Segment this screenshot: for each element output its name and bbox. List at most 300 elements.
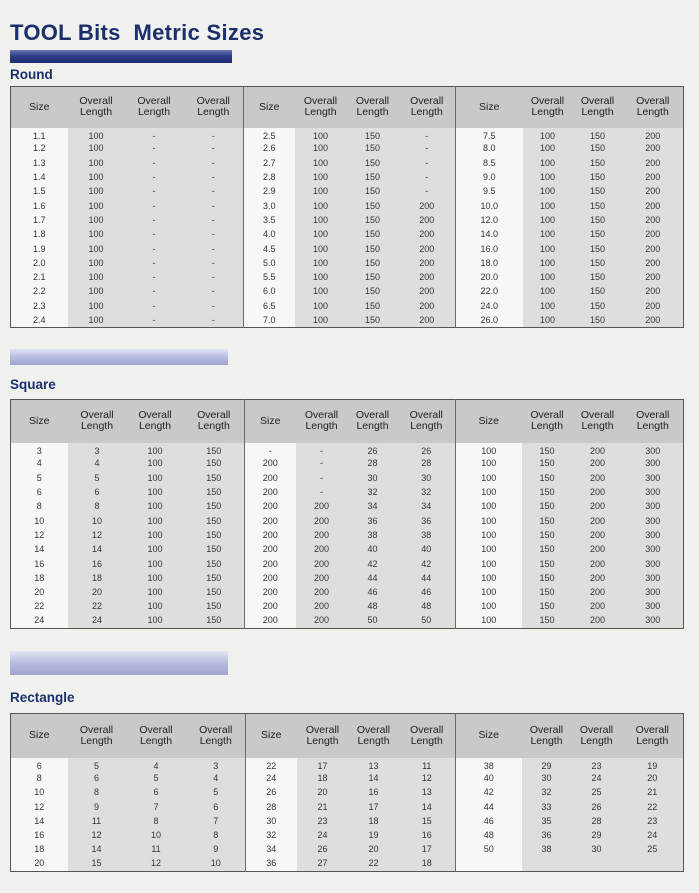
- length-cell: 24: [297, 828, 349, 842]
- length-cell: 16: [399, 828, 456, 842]
- length-cell: 100: [68, 142, 125, 156]
- size-cell: 24: [34, 615, 45, 626]
- size-cell: 100: [456, 514, 522, 528]
- length-cell: 150: [573, 285, 623, 299]
- table-row: [11, 543, 684, 557]
- length-cell: 200: [573, 557, 623, 571]
- length-cell: 200: [296, 571, 348, 585]
- length-cell: 10: [126, 828, 187, 842]
- table-row: [11, 485, 684, 499]
- length-cell: -: [125, 185, 184, 199]
- table-row: [11, 185, 684, 199]
- length-cell: 24: [68, 614, 127, 628]
- length-cell: 100: [68, 185, 125, 199]
- length-cell: 4: [187, 772, 246, 786]
- size-cell: 46: [456, 814, 522, 828]
- length-cell: -: [296, 471, 348, 485]
- size-cell: 48: [456, 828, 522, 842]
- size-cell: 10: [34, 515, 45, 526]
- length-cell: 200: [573, 600, 623, 614]
- length-cell: 100: [523, 156, 573, 170]
- length-cell: 20: [622, 772, 684, 786]
- header-size: Size: [456, 87, 523, 128]
- length-cell: 100: [523, 128, 573, 142]
- length-cell: -: [125, 199, 184, 213]
- header-overall-length: Overall Length: [184, 87, 244, 128]
- length-cell: 28: [572, 814, 622, 828]
- header-overall-length: Overall Length: [523, 87, 573, 128]
- header-overall-length: Overall Length: [68, 87, 125, 128]
- length-cell: 150: [347, 299, 399, 313]
- length-cell: 8: [68, 500, 127, 514]
- length-cell: 100: [68, 285, 125, 299]
- length-cell: 100: [523, 299, 573, 313]
- length-cell: 34: [398, 500, 456, 514]
- length-cell: 300: [623, 471, 684, 485]
- length-cell: 100: [523, 213, 573, 227]
- length-cell: 300: [623, 485, 684, 499]
- length-cell: 21: [297, 800, 349, 814]
- size-cell: 24.0: [456, 299, 523, 313]
- rectangle-table: [10, 713, 684, 872]
- length-cell: 8: [126, 814, 187, 828]
- table-row: [11, 457, 684, 471]
- length-cell: 100: [523, 170, 573, 184]
- length-cell: 100: [127, 600, 184, 614]
- length-cell: 11: [399, 758, 456, 772]
- length-cell: 3: [187, 758, 246, 772]
- length-cell: 150: [573, 270, 623, 284]
- length-cell: 100: [127, 571, 184, 585]
- length-cell: 200: [623, 242, 684, 256]
- length-cell: 300: [623, 585, 684, 599]
- length-cell: 150: [347, 256, 399, 270]
- length-cell: 29: [572, 828, 622, 842]
- table-row: [11, 156, 684, 170]
- length-cell: 19: [349, 828, 399, 842]
- length-cell: 150: [347, 199, 399, 213]
- length-cell: 29: [522, 758, 572, 772]
- length-cell: 300: [623, 557, 684, 571]
- length-cell: 200: [623, 156, 684, 170]
- table-row: [11, 857, 684, 871]
- length-cell: 34: [348, 500, 398, 514]
- length-cell: 200: [296, 543, 348, 557]
- length-cell: -: [125, 156, 184, 170]
- size-cell: 18: [34, 572, 45, 583]
- length-cell: 200: [296, 600, 348, 614]
- length-cell: 100: [68, 299, 125, 313]
- length-cell: 200: [573, 528, 623, 542]
- size-cell: 12.0: [456, 213, 523, 227]
- length-cell: 14: [68, 543, 127, 557]
- length-cell: 25: [572, 786, 622, 800]
- length-cell: 12: [68, 828, 126, 842]
- length-cell: 21: [622, 786, 684, 800]
- length-cell: 15: [399, 814, 456, 828]
- size-cell: 12: [34, 801, 45, 812]
- size-cell: 50: [456, 843, 522, 857]
- length-cell: 3: [68, 443, 127, 457]
- size-cell: 100: [456, 600, 522, 614]
- size-cell: 2.2: [32, 286, 46, 297]
- size-cell: 200: [245, 528, 296, 542]
- size-cell: 16: [34, 558, 45, 569]
- size-cell: 100: [456, 571, 522, 585]
- length-cell: 150: [347, 242, 399, 256]
- table-row: [11, 471, 684, 485]
- header-overall-length: Overall Length: [296, 400, 348, 443]
- size-cell: 4.0: [244, 228, 295, 242]
- header-overall-length: Overall Length: [573, 87, 623, 128]
- length-cell: 100: [127, 485, 184, 499]
- square-table: [10, 399, 684, 629]
- size-cell: 6.5: [244, 299, 295, 313]
- length-cell: 200: [399, 256, 456, 270]
- length-cell: 200: [623, 270, 684, 284]
- length-cell: 18: [349, 814, 399, 828]
- length-cell: 150: [573, 313, 623, 327]
- size-cell: 200: [245, 614, 296, 628]
- length-cell: -: [125, 285, 184, 299]
- size-cell: 9.0: [456, 170, 523, 184]
- length-cell: 150: [347, 156, 399, 170]
- length-cell: 48: [398, 600, 456, 614]
- size-cell: 200: [245, 585, 296, 599]
- length-cell: 100: [295, 256, 347, 270]
- length-cell: 28: [348, 457, 398, 471]
- length-cell: 150: [347, 170, 399, 184]
- length-cell: -: [184, 128, 244, 142]
- length-cell: [622, 857, 684, 871]
- size-cell: 32: [246, 828, 297, 842]
- size-cell: 8.0: [456, 142, 523, 156]
- length-cell: 32: [522, 786, 572, 800]
- length-cell: 100: [68, 213, 125, 227]
- length-cell: 150: [184, 457, 245, 471]
- size-cell: 34: [246, 843, 297, 857]
- header-overall-length: Overall Length: [399, 714, 456, 758]
- size-cell: 200: [245, 543, 296, 557]
- length-cell: 100: [68, 228, 125, 242]
- length-cell: 300: [623, 543, 684, 557]
- length-cell: 150: [522, 457, 573, 471]
- length-cell: 26: [398, 443, 456, 457]
- decorative-bar-rectangle: [10, 651, 228, 675]
- length-cell: 46: [348, 585, 398, 599]
- length-cell: 100: [523, 285, 573, 299]
- length-cell: 20: [68, 585, 127, 599]
- size-cell: 22: [246, 758, 297, 772]
- length-cell: 16: [349, 786, 399, 800]
- size-cell: 40: [456, 772, 522, 786]
- header-overall-length: Overall Length: [398, 400, 456, 443]
- header-size: Size: [11, 87, 68, 128]
- length-cell: 100: [127, 543, 184, 557]
- length-cell: 200: [296, 585, 348, 599]
- table-row: [11, 500, 684, 514]
- length-cell: -: [184, 228, 244, 242]
- section-heading-round: Round: [10, 67, 53, 82]
- size-cell: 28: [246, 800, 297, 814]
- length-cell: -: [184, 199, 244, 213]
- length-cell: 200: [623, 199, 684, 213]
- length-cell: 30: [348, 471, 398, 485]
- length-cell: 100: [523, 185, 573, 199]
- table-row: [11, 285, 684, 299]
- length-cell: 14: [68, 843, 126, 857]
- length-cell: 48: [348, 600, 398, 614]
- size-cell: 2.5: [244, 128, 295, 142]
- length-cell: 6: [126, 786, 187, 800]
- header-overall-length: Overall Length: [127, 400, 184, 443]
- length-cell: 5: [68, 758, 126, 772]
- size-cell: 3.0: [244, 199, 295, 213]
- size-cell: 100: [456, 543, 522, 557]
- length-cell: 100: [295, 170, 347, 184]
- length-cell: 100: [127, 514, 184, 528]
- size-cell: 3: [36, 445, 42, 456]
- length-cell: -: [184, 299, 244, 313]
- header-size: Size: [456, 714, 522, 758]
- size-cell: 100: [456, 443, 522, 457]
- table-row: [11, 242, 684, 256]
- length-cell: 150: [184, 500, 245, 514]
- length-cell: 8: [187, 828, 246, 842]
- length-cell: 12: [399, 772, 456, 786]
- length-cell: 100: [295, 213, 347, 227]
- length-cell: 150: [573, 213, 623, 227]
- length-cell: 100: [295, 156, 347, 170]
- table-row: [11, 443, 684, 457]
- section-heading-rectangle: Rectangle: [10, 690, 75, 705]
- length-cell: 17: [399, 843, 456, 857]
- header-overall-length: Overall Length: [572, 714, 622, 758]
- size-cell: 38: [456, 758, 522, 772]
- length-cell: 150: [347, 185, 399, 199]
- length-cell: 150: [522, 585, 573, 599]
- header-overall-length: Overall Length: [399, 87, 456, 128]
- size-cell: 5.5: [244, 270, 295, 284]
- length-cell: 22: [349, 857, 399, 871]
- length-cell: 300: [623, 457, 684, 471]
- length-cell: 150: [347, 128, 399, 142]
- header-overall-length: Overall Length: [349, 714, 399, 758]
- length-cell: 150: [522, 600, 573, 614]
- length-cell: 42: [348, 557, 398, 571]
- length-cell: 6: [68, 485, 127, 499]
- length-cell: 100: [295, 228, 347, 242]
- length-cell: 100: [68, 242, 125, 256]
- length-cell: 100: [68, 199, 125, 213]
- length-cell: 12: [126, 857, 187, 871]
- length-cell: 16: [68, 557, 127, 571]
- length-cell: 200: [623, 228, 684, 242]
- length-cell: -: [125, 213, 184, 227]
- length-cell: -: [125, 142, 184, 156]
- header-overall-length: Overall Length: [347, 87, 399, 128]
- size-cell: 1.5: [32, 186, 46, 197]
- length-cell: 150: [573, 156, 623, 170]
- length-cell: -: [184, 285, 244, 299]
- length-cell: 38: [348, 528, 398, 542]
- header-overall-length: Overall Length: [623, 400, 684, 443]
- size-cell: 26: [246, 786, 297, 800]
- length-cell: -: [184, 270, 244, 284]
- size-cell: 2.9: [244, 185, 295, 199]
- size-cell: 1.3: [32, 157, 46, 168]
- size-cell: 12: [34, 529, 45, 540]
- size-cell: 20: [34, 587, 45, 598]
- size-cell: 200: [245, 514, 296, 528]
- length-cell: -: [399, 142, 456, 156]
- header-overall-length: Overall Length: [623, 87, 684, 128]
- size-cell: 42: [456, 786, 522, 800]
- length-cell: 26: [572, 800, 622, 814]
- size-cell: 9.5: [456, 185, 523, 199]
- table-row: [11, 800, 684, 814]
- size-cell: 3.5: [244, 213, 295, 227]
- length-cell: 10: [68, 514, 127, 528]
- length-cell: 35: [522, 814, 572, 828]
- table-row: [11, 213, 684, 227]
- length-cell: 33: [522, 800, 572, 814]
- size-cell: 200: [245, 500, 296, 514]
- size-cell: 30: [246, 814, 297, 828]
- length-cell: 150: [347, 270, 399, 284]
- length-cell: 150: [573, 299, 623, 313]
- length-cell: 100: [295, 270, 347, 284]
- length-cell: 150: [184, 543, 245, 557]
- length-cell: 100: [523, 142, 573, 156]
- length-cell: 200: [623, 256, 684, 270]
- length-cell: -: [184, 170, 244, 184]
- length-cell: -: [125, 270, 184, 284]
- length-cell: 200: [399, 285, 456, 299]
- size-cell: 44: [456, 800, 522, 814]
- length-cell: 100: [127, 500, 184, 514]
- length-cell: 38: [398, 528, 456, 542]
- length-cell: -: [125, 256, 184, 270]
- length-cell: -: [399, 128, 456, 142]
- length-cell: -: [184, 242, 244, 256]
- length-cell: 32: [398, 485, 456, 499]
- length-cell: 36: [348, 514, 398, 528]
- header-size: Size: [245, 400, 296, 443]
- length-cell: 5: [68, 471, 127, 485]
- table-row: [11, 514, 684, 528]
- length-cell: -: [125, 242, 184, 256]
- length-cell: 13: [349, 758, 399, 772]
- length-cell: 23: [622, 814, 684, 828]
- header-overall-length: Overall Length: [297, 714, 349, 758]
- table-row: [11, 814, 684, 828]
- length-cell: 200: [573, 485, 623, 499]
- size-cell: 100: [456, 471, 522, 485]
- length-cell: 100: [523, 313, 573, 327]
- size-cell: 100: [456, 485, 522, 499]
- length-cell: 150: [522, 471, 573, 485]
- length-cell: 150: [573, 199, 623, 213]
- length-cell: 4: [126, 758, 187, 772]
- length-cell: 20: [349, 843, 399, 857]
- section-heading-square: Square: [10, 377, 56, 392]
- length-cell: 150: [347, 313, 399, 327]
- length-cell: 7: [187, 814, 246, 828]
- length-cell: 25: [622, 843, 684, 857]
- table-row: [11, 557, 684, 571]
- length-cell: 200: [623, 285, 684, 299]
- length-cell: 200: [623, 128, 684, 142]
- size-cell: 16.0: [456, 242, 523, 256]
- table-row: [11, 228, 684, 242]
- length-cell: 150: [573, 170, 623, 184]
- length-cell: 28: [398, 457, 456, 471]
- length-cell: 7: [126, 800, 187, 814]
- header-overall-length: Overall Length: [622, 714, 684, 758]
- length-cell: 100: [127, 471, 184, 485]
- length-cell: 32: [348, 485, 398, 499]
- length-cell: 36: [398, 514, 456, 528]
- size-cell: 1.8: [32, 229, 46, 240]
- length-cell: 200: [623, 142, 684, 156]
- length-cell: 4: [68, 457, 127, 471]
- length-cell: 22: [622, 800, 684, 814]
- table-row: [11, 528, 684, 542]
- length-cell: 150: [184, 585, 245, 599]
- length-cell: 300: [623, 614, 684, 628]
- header-overall-length: Overall Length: [573, 400, 623, 443]
- size-cell: -: [245, 443, 296, 457]
- length-cell: 150: [347, 285, 399, 299]
- decorative-bar-square: [10, 349, 228, 365]
- table-row: [11, 199, 684, 213]
- table-row: [11, 270, 684, 284]
- length-cell: 100: [523, 199, 573, 213]
- size-cell: 1.9: [32, 243, 46, 254]
- length-cell: 100: [295, 128, 347, 142]
- length-cell: 6: [68, 772, 126, 786]
- length-cell: 14: [399, 800, 456, 814]
- length-cell: 20: [297, 786, 349, 800]
- header-size: Size: [244, 87, 295, 128]
- header-overall-length: Overall Length: [125, 87, 184, 128]
- length-cell: -: [399, 156, 456, 170]
- length-cell: 200: [399, 299, 456, 313]
- length-cell: 150: [573, 185, 623, 199]
- size-cell: 24: [246, 772, 297, 786]
- size-cell: 14: [34, 815, 45, 826]
- length-cell: 5: [126, 772, 187, 786]
- header-overall-length: Overall Length: [522, 714, 572, 758]
- length-cell: -: [125, 128, 184, 142]
- length-cell: -: [399, 185, 456, 199]
- size-cell: 10: [34, 787, 45, 798]
- length-cell: 18: [297, 772, 349, 786]
- page-title: TOOL Bits Metric Sizes: [10, 20, 265, 45]
- length-cell: -: [184, 185, 244, 199]
- length-cell: -: [184, 142, 244, 156]
- size-cell: 100: [456, 585, 522, 599]
- length-cell: 200: [623, 213, 684, 227]
- length-cell: 44: [398, 571, 456, 585]
- size-cell: 22: [34, 601, 45, 612]
- length-cell: 200: [399, 242, 456, 256]
- header-overall-length: Overall Length: [187, 714, 246, 758]
- length-cell: 17: [349, 800, 399, 814]
- length-cell: -: [184, 256, 244, 270]
- length-cell: 100: [295, 299, 347, 313]
